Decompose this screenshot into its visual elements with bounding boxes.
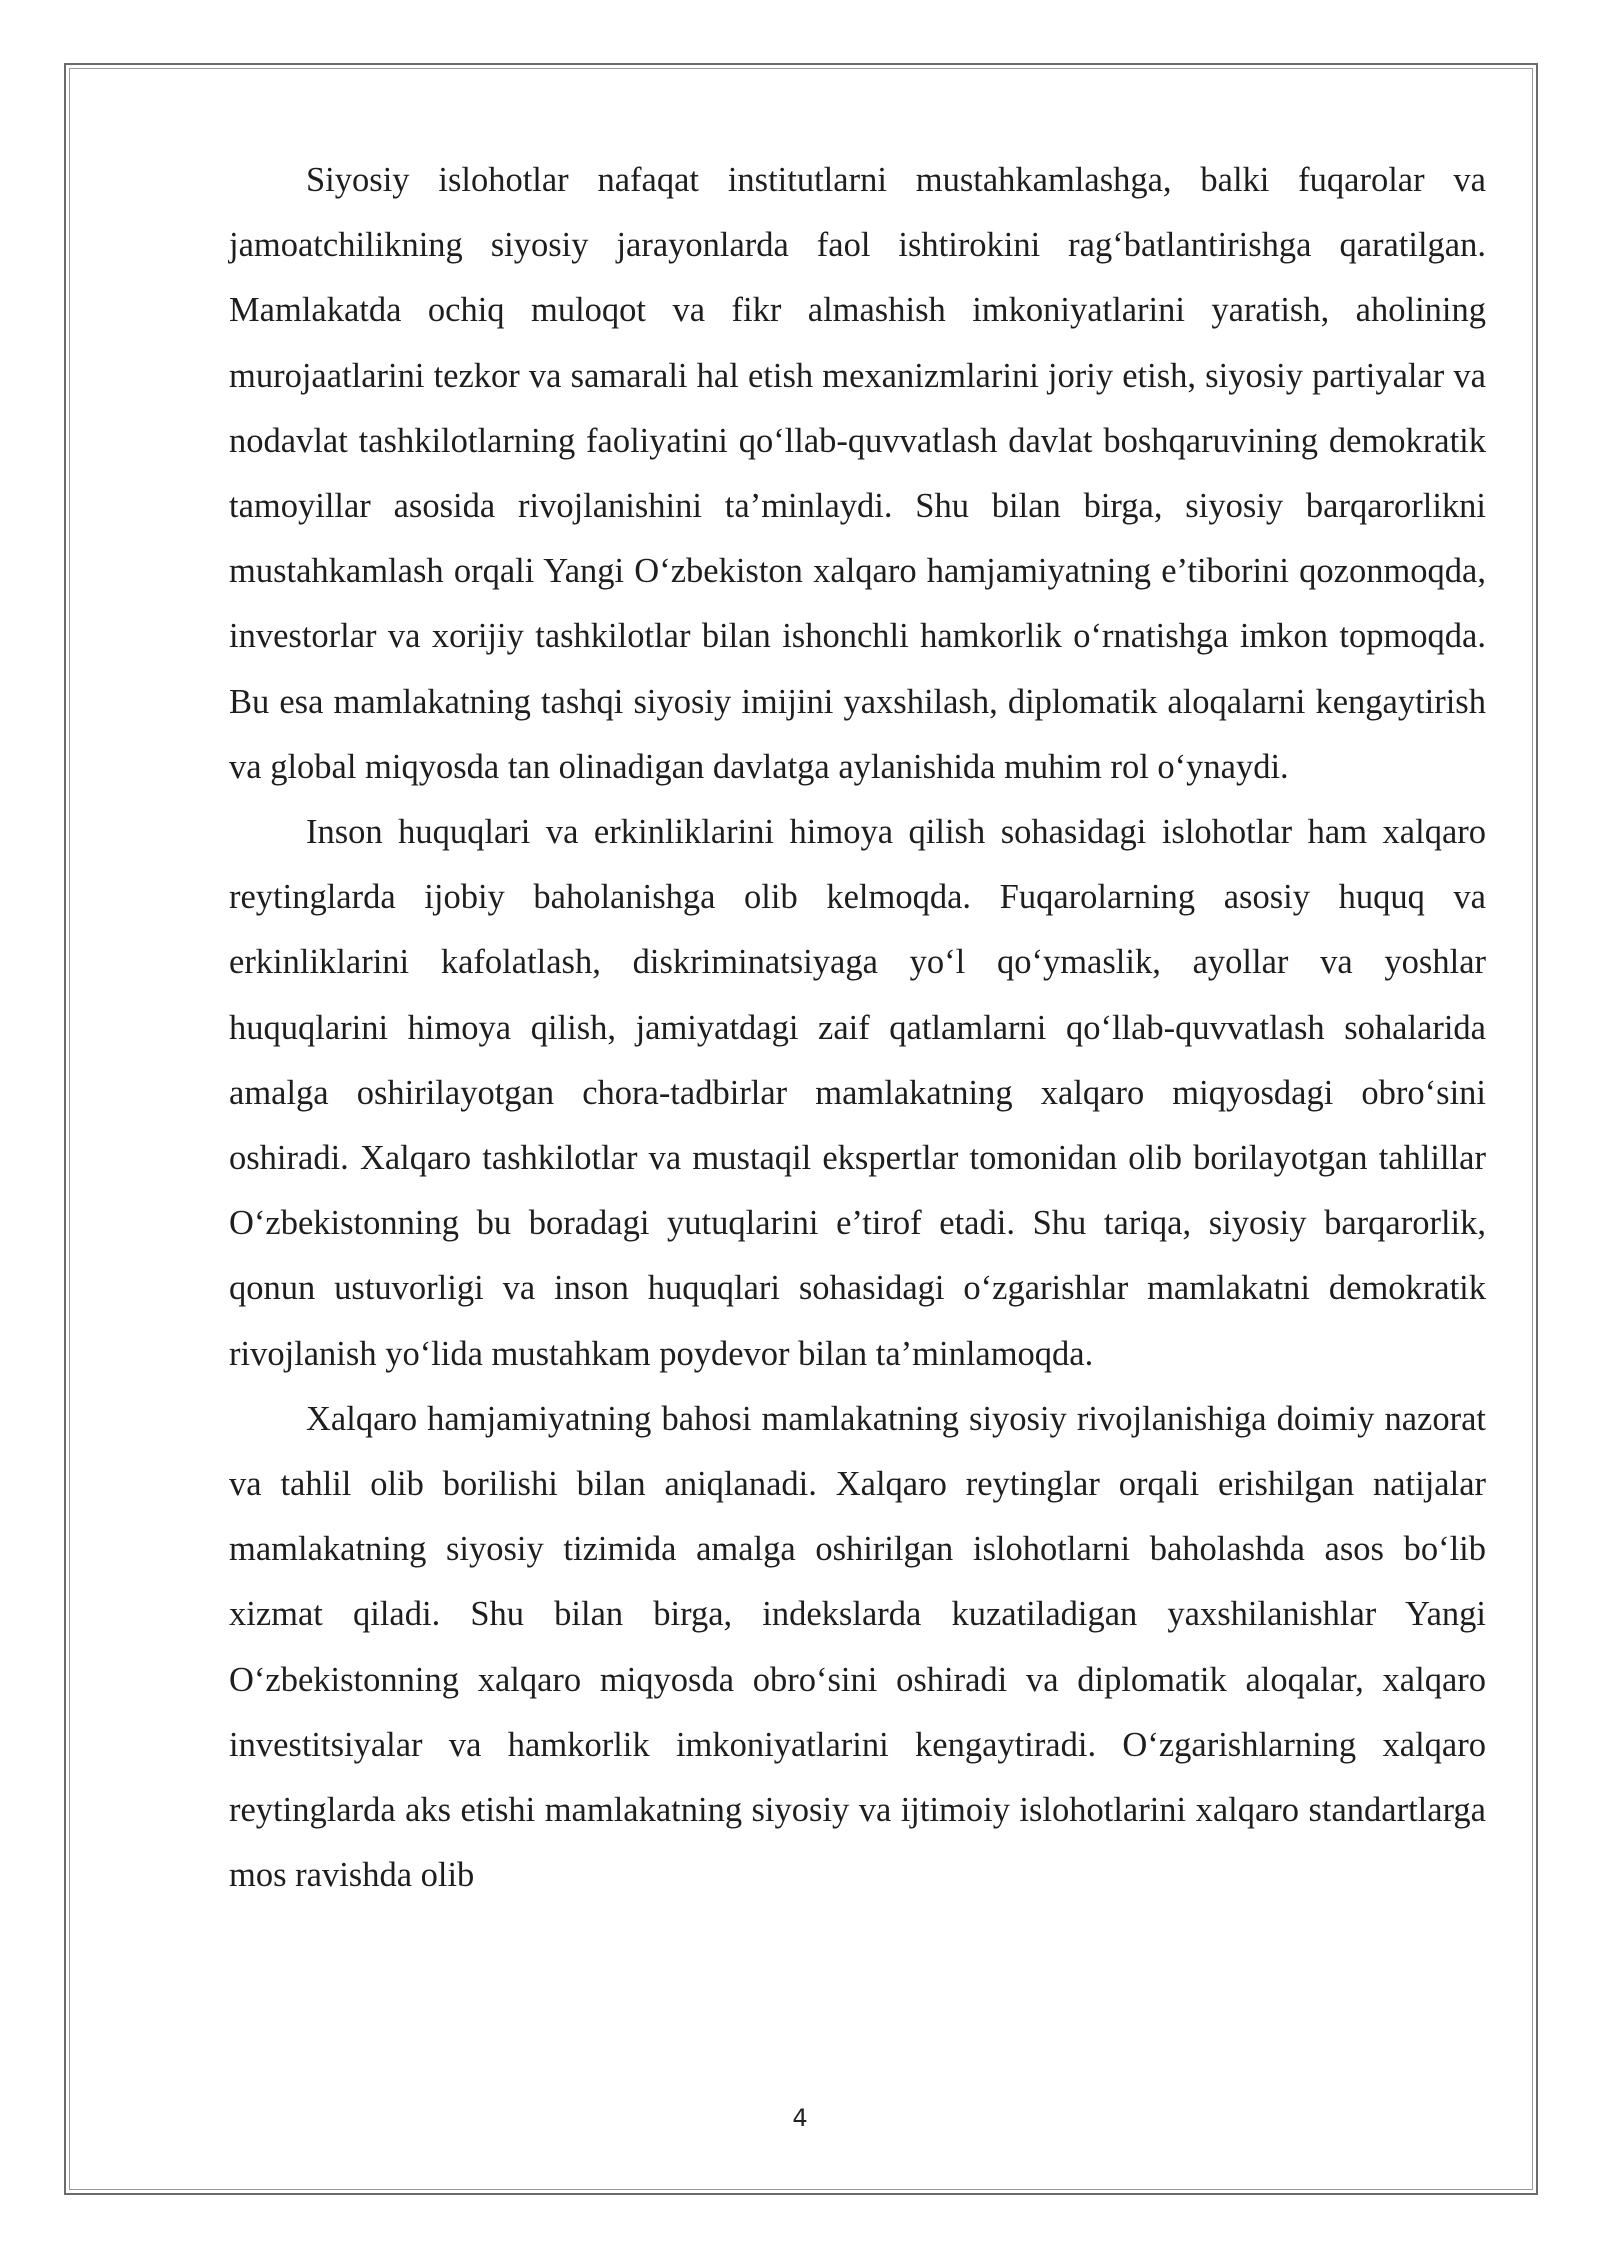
paragraph-3: Xalqaro hamjamiyatning bahosi mamlakatning siyosiy rivojlanishiga doimiy nazorat va tahlil olib borilishi bilan aniqlanadi. Xalqaro reytinglar orqali erishilgan natijalar mamlakatning siyosiy tizimida amalga oshirilgan islohotlarni baholashda asos bo‘lib xizmat qiladi. Shu bilan birga, indekslarda kuzatiladigan yaxshilanishlar Yangi O‘zbekistonning xalqaro miqyosda obro‘sini oshiradi va diplomatik aloqalar, xalqaro investitsiyalar va hamkorlik imkoniyatlarini kengaytiradi. O‘zgarishlarning xalqaro reytinglarda aks etishi mamlakatning siyosiy va ijtimoiy islohotlarini xalqaro standartlarga mos ravishda olib [229, 1399, 1486, 1895]
paragraph-1: Siyosiy islohotlar nafaqat institutlarni mustahkamlashga, balki fuqarolar va jamoatchilikning siyosiy jarayonlarda faol ishtirokini rag‘batlantirishga qaratilgan. Mamlakatda ochiq muloqot va fikr almashish imkoniyatlarini yaratish, aholining murojaatlarini tezkor va samarali hal etish mexanizmlarini joriy etish, siyosiy partiyalar va nodavlat tashkilotlarning faoliyatini qo‘llab-quvvatlash davlat boshqaruvining demokratik tamoyillar asosida rivojlanishini ta’minlaydi. Shu bilan birga, siyosiy barqarorlikni mustahkamlash orqali Yangi O‘zbekiston xalqaro hamjamiyatning e’tiborini qozonmoqda, investorlar va xorijiy tashkilotlar bilan ishonchli hamkorlik o‘rnatishga imkon topmoqda. Bu esa mamlakatning tashqi siyosiy imijini yaxshilash, diplomatik aloqalarni kengaytirish va global miqyosda tan olinadigan davlatga aylanishida muhim rol o‘ynaydi. [229, 161, 1486, 786]
paragraph-2: Inson huquqlari va erkinliklarini himoya qilish sohasidagi islohotlar ham xalqaro reytinglarda ijobiy baholanishga olib kelmoqda. Fuqarolarning asosiy huquq va erkinliklarini kafolatlash, diskriminatsiyaga yo‘l qo‘ymaslik, ayollar va yoshlar huquqlarini himoya qilish, jamiyatdagi zaif qatlamlarni qo‘llab-quvvatlash sohalarida amalga oshirilayotgan chora-tadbirlar mamlakatning xalqaro miqyosdagi obro‘sini oshiradi. Xalqaro tashkilotlar va mustaqil ekspertlar tomonidan olib borilayotgan tahlillar O‘zbekistonning bu boradagi yutuqlarini e’tirof etadi. Shu tariqa, siyosiy barqarorlik, qonun ustuvorligi va inson huquqlari sohasidagi o‘zgarishlar mamlakatni demokratik rivojlanish yo‘lida mustahkam poydevor bilan ta’minlamoqda. [229, 813, 1486, 1373]
page-number: 4 [792, 2104, 808, 2132]
document-body [229, 148, 1486, 1908]
